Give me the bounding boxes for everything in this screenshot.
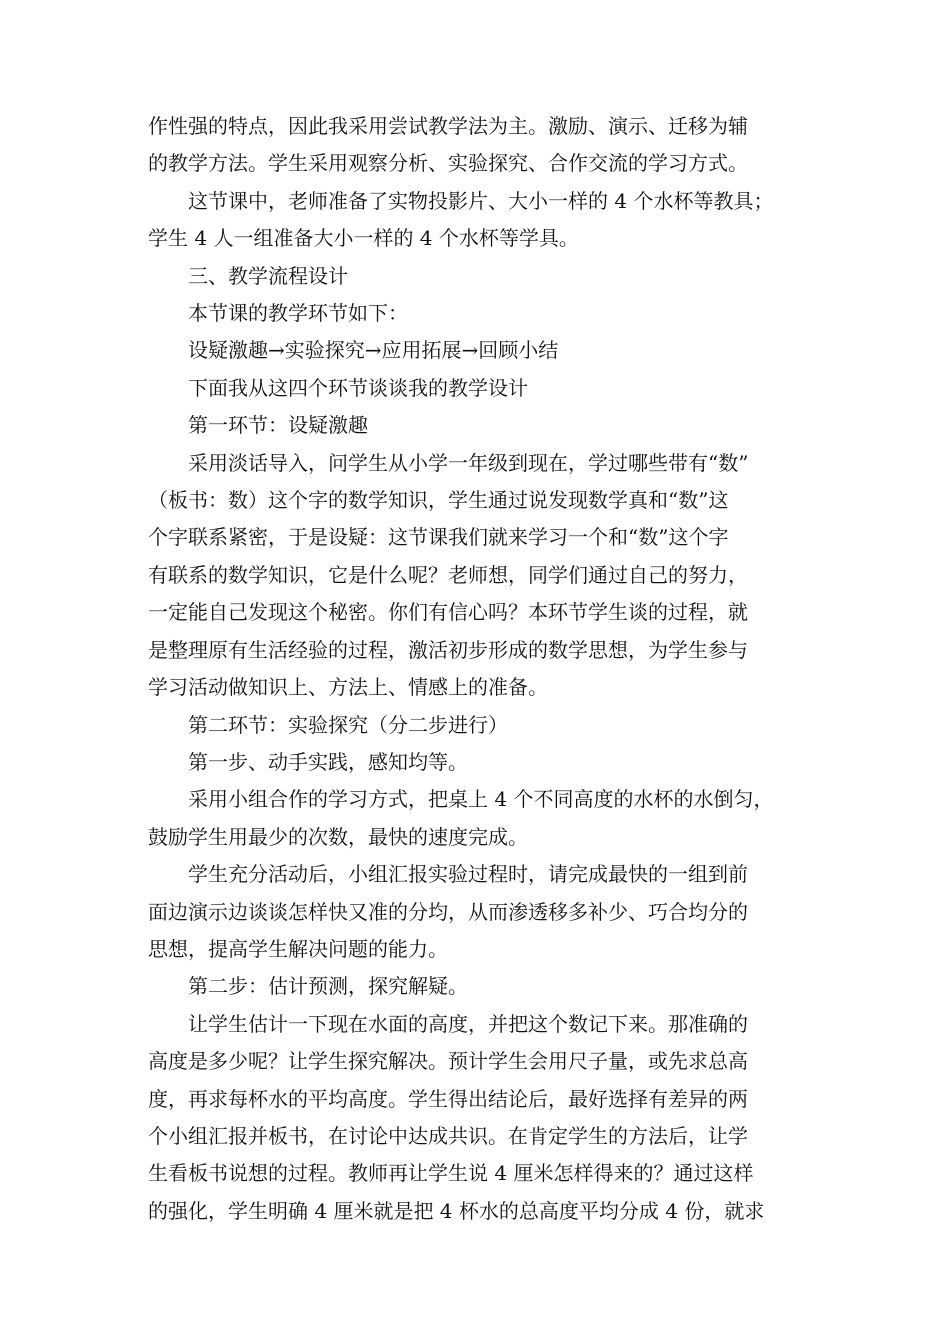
document-body bbox=[148, 108, 820, 1230]
text-line: 个小组汇报并板书，在讨论中达成共识。在肯定学生的方法后，让学 bbox=[148, 1123, 748, 1148]
step-heading: 第二步：估计预测，探究解疑。 bbox=[188, 974, 468, 999]
text-line: 高度是多少呢？让学生探究解决。预计学生会用尺子量，或先求总高 bbox=[148, 1049, 748, 1074]
text-line: 学生 4 人一组准备大小一样的 4 个水杯等学具。 bbox=[148, 226, 579, 251]
text-line: 采用淡话导入，问学生从小学一年级到现在，学过哪些带有“数” bbox=[188, 450, 749, 475]
text-line: 学习活动做知识上、方法上、情感上的准备。 bbox=[148, 675, 548, 700]
text-line: 作性强的特点，因此我采用尝试教学法为主。激励、演示、迁移为辅 bbox=[148, 114, 748, 138]
section-heading: 三、教学流程设计 bbox=[188, 263, 348, 288]
text-line: 面边演示边谈谈怎样快又准的分均，从而渗透移多补少、巧合均分的 bbox=[148, 899, 748, 924]
text-line: 一定能自己发现这个秘密。你们有信心吗？本环节学生谈的过程，就 bbox=[148, 600, 748, 625]
text-line: 的强化，学生明确 4 厘米就是把 4 杯水的总高度平均分成 4 份，就求 bbox=[148, 1198, 765, 1223]
text-line: 这节课中，老师准备了实物投影片、大小一样的 4 个水杯等教具； bbox=[188, 188, 774, 213]
step-heading: 第一步、动手实践，感知均等。 bbox=[188, 749, 468, 774]
text-line: 的教学方法。学生采用观察分析、实验探究、合作交流的学习方式。 bbox=[148, 151, 748, 176]
text-line: 度，再求每杯水的平均高度。学生得出结论后，最好选择有差异的两 bbox=[148, 1086, 748, 1111]
text-line: 学生充分活动后，小组汇报实验过程时，请完成最快的一组到前 bbox=[188, 862, 748, 887]
text-line: 让学生估计一下现在水面的高度，并把这个数记下来。那准确的 bbox=[188, 1011, 748, 1036]
text-line: 是整理原有生活经验的过程，激活初步形成的数学思想，为学生参与 bbox=[148, 637, 748, 662]
text-line: 生看板书说想的过程。教师再让学生说 4 厘米怎样得来的？通过这样 bbox=[148, 1161, 754, 1186]
text-line: 鼓励学生用最少的次数，最快的速度完成。 bbox=[148, 824, 528, 849]
text-line: 思想，提高学生解决问题的能力。 bbox=[148, 936, 448, 961]
text-line: 采用小组合作的学习方式，把桌上 4 个不同高度的水杯的水倒匀， bbox=[188, 787, 774, 812]
text-line: 设疑激趣→实验探究→应用拓展→回顾小结 bbox=[188, 338, 559, 363]
text-line: 个字联系紧密，于是设疑：这节课我们就来学习一个和“数”这个字 bbox=[148, 525, 729, 550]
text-line: 本节课的教学环节如下： bbox=[188, 301, 408, 326]
text-line: 下面我从这四个环节谈谈我的教学设计 bbox=[188, 375, 528, 400]
subsection-heading: 第一环节：设疑激趣 bbox=[188, 413, 368, 438]
subsection-heading: 第二环节：实验探究（分二步进行） bbox=[188, 712, 508, 737]
text-line: （板书：数）这个字的数学知识，学生通过说发现数学真和“数”这 bbox=[148, 488, 729, 513]
text-line: 有联系的数学知识，它是什么呢？老师想，同学们通过自己的努力， bbox=[148, 562, 748, 587]
